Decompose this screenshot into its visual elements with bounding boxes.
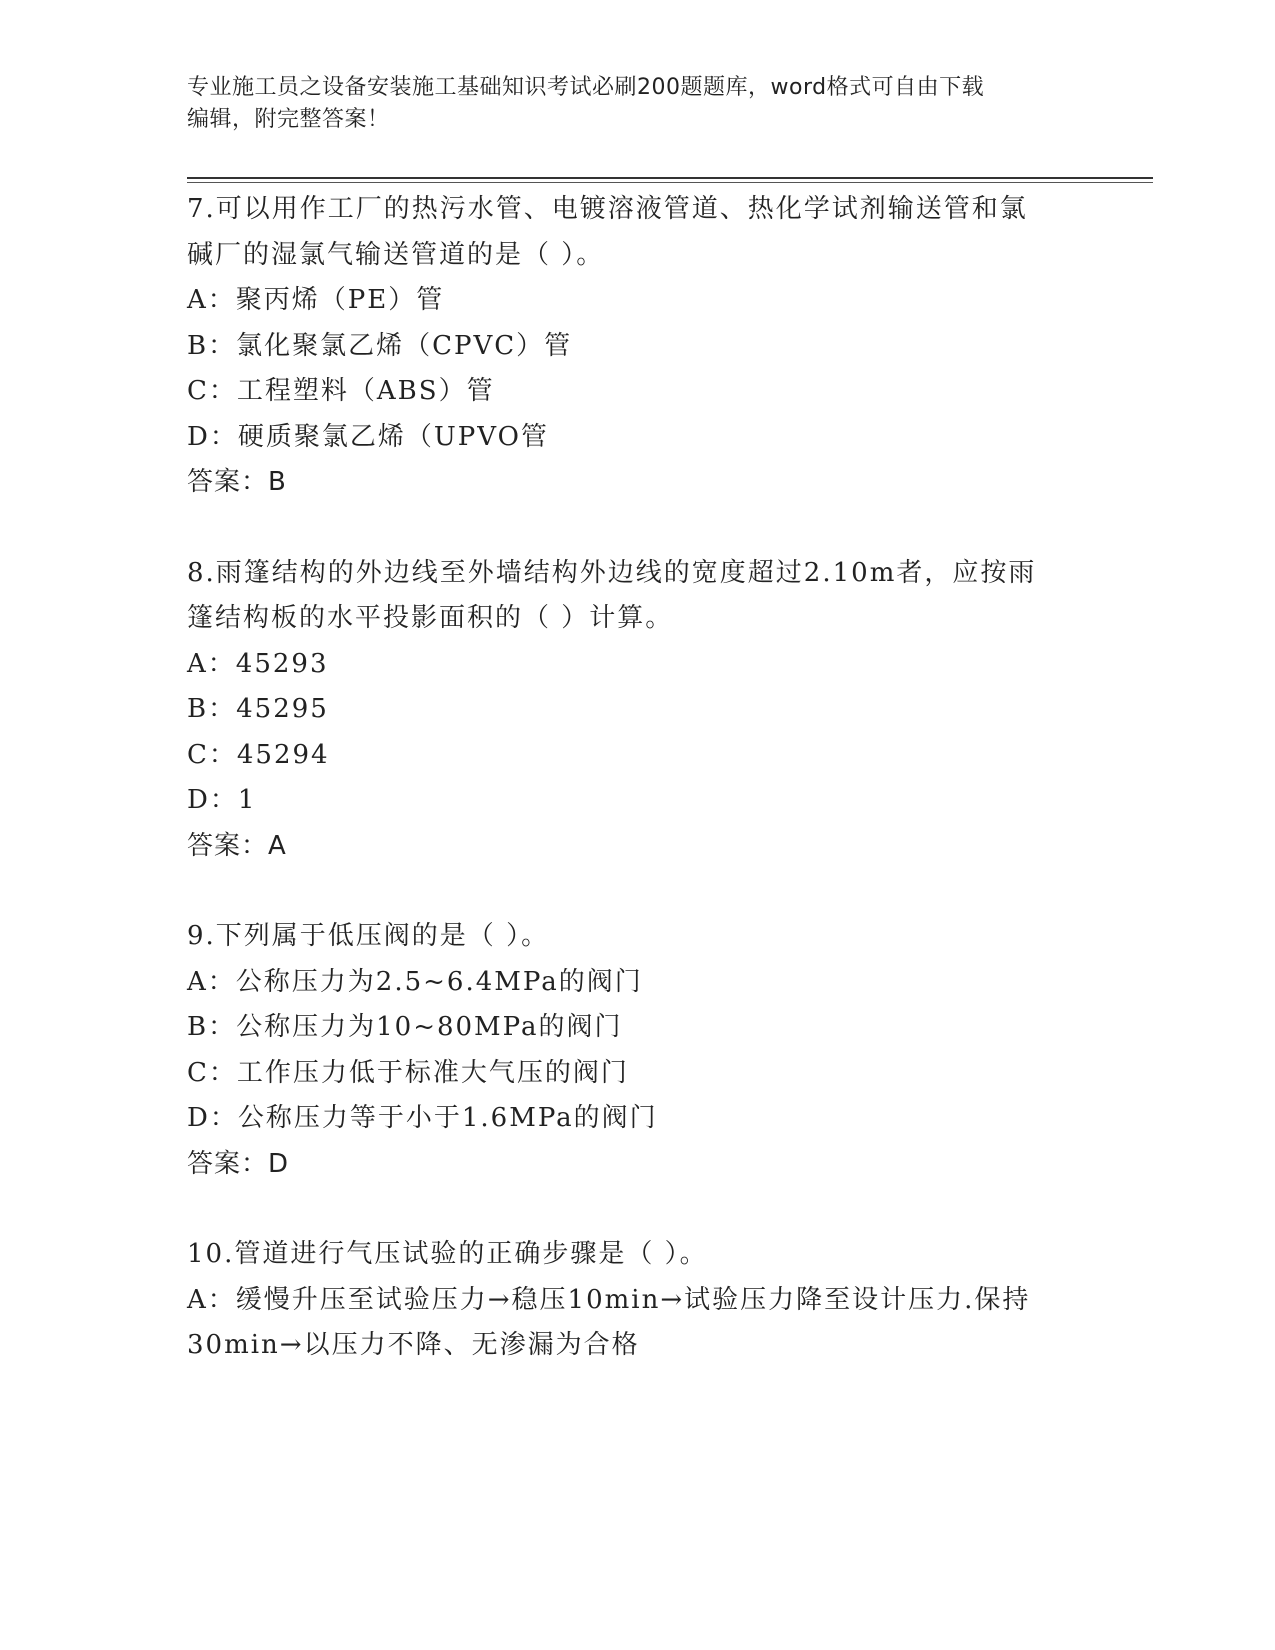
document-header <box>187 72 1087 136</box>
option-a: A：聚丙烯（PE）管 <box>187 285 445 315</box>
option-c: C：工程塑料（ABS）管 <box>187 376 495 406</box>
option-a: A：45293 <box>187 648 329 679</box>
question-spacer <box>187 506 1087 551</box>
option-d: D：公称压力等于小于1.6MPa的阀门 <box>187 1103 658 1133</box>
question-stem: 7.可以用作工厂的热污水管、电镀溶液管道、热化学试剂输送管和氯 <box>187 194 1028 224</box>
question-9 <box>187 914 1087 1187</box>
question-8 <box>187 551 1087 870</box>
header-line-2: 编辑，附完整答案！ <box>187 107 390 132</box>
answer: 答案：D <box>187 1148 290 1179</box>
option-b: B：45295 <box>187 694 329 724</box>
option-b: B：公称压力为10~80MPa的阀门 <box>187 1012 623 1042</box>
option-c: C：工作压力低于标准大气压的阀门 <box>187 1057 629 1088</box>
question-stem: 碱厂的湿氯气输送管道的是（ ）。 <box>187 239 605 270</box>
option-a: A：缓慢升压至试验压力→稳压10min→试验压力降至设计压力.保持 <box>187 1284 1031 1315</box>
question-spacer <box>187 869 1087 914</box>
option-d: D：1 <box>187 785 257 815</box>
option-a: A：公称压力为2.5~6.4MPa的阀门 <box>187 966 643 997</box>
question-stem: 篷结构板的水平投影面积的（ ）计算。 <box>187 603 674 633</box>
question-stem: 9.下列属于低压阀的是（ ）。 <box>187 921 550 951</box>
question-stem: 10.管道进行气压试验的正确步骤是（ ）。 <box>187 1239 708 1269</box>
answer: 答案：B <box>187 467 287 497</box>
header-divider-thick <box>187 177 1153 179</box>
question-list <box>187 187 1087 1369</box>
option-c: C：45294 <box>187 739 330 770</box>
option-d: D：硬质聚氯乙烯（UPVO管 <box>187 421 549 452</box>
header-divider-thin <box>187 182 1153 183</box>
question-stem: 8.雨篷结构的外边线至外墙结构外边线的宽度超过2.10m者，应按雨 <box>187 557 1037 588</box>
question-7 <box>187 187 1087 506</box>
option-b: B：氯化聚氯乙烯（CPVC）管 <box>187 330 573 361</box>
question-10 <box>187 1232 1087 1369</box>
option-a-continued: 30min→以压力不降、无渗漏为合格 <box>187 1330 640 1360</box>
header-line-1: 专业施工员之设备安装施工基础知识考试必刷200题题库，word格式可自由下载 <box>187 75 985 100</box>
question-spacer <box>187 1187 1087 1232</box>
answer: 答案：A <box>187 830 287 861</box>
